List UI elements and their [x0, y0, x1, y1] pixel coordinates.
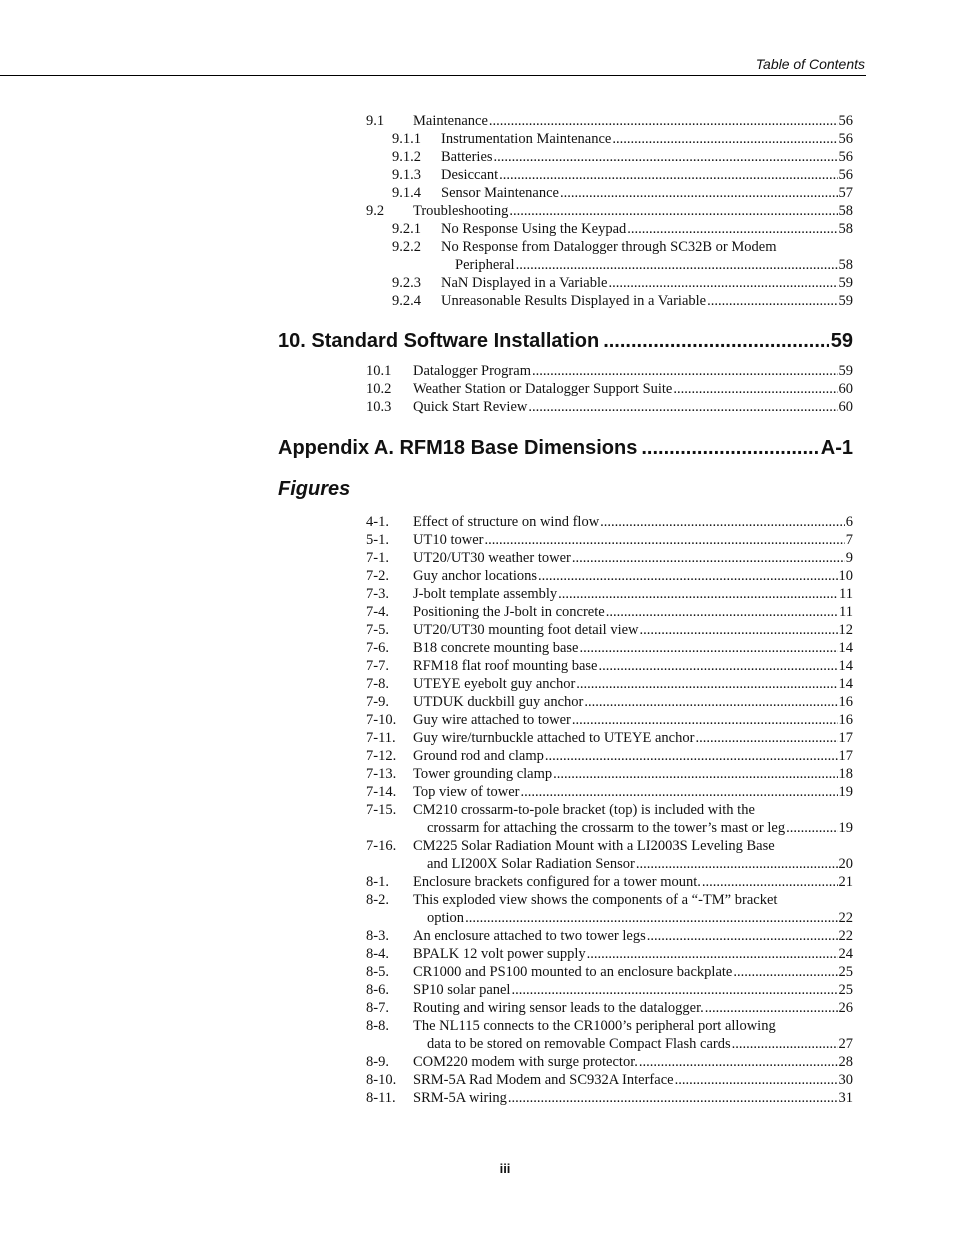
- entry-number: 9.1.2: [392, 149, 421, 165]
- figure-entry: [366, 531, 853, 549]
- entry-text: [427, 819, 853, 837]
- entry-number: 7-11.: [366, 730, 396, 746]
- dot-leader: [499, 166, 837, 184]
- entry-title: Guy wire/turnbuckle attached to UTEYE anchor: [413, 730, 695, 746]
- toc-entry: [366, 292, 853, 310]
- entry-title-continued: and LI200X Solar Radiation Sensor: [427, 856, 635, 872]
- entry-number: 9.2.1: [392, 221, 421, 237]
- entry-number: 9.1: [366, 113, 385, 129]
- figure-entry: [366, 765, 853, 783]
- entry-page: 12: [838, 622, 853, 638]
- dot-leader: [598, 657, 837, 675]
- entry-title: Positioning the J-bolt in concrete: [413, 604, 605, 620]
- entry-number: 8-8.: [366, 1018, 389, 1034]
- dot-leader: [587, 945, 838, 963]
- entry-number: 8-5.: [366, 964, 389, 980]
- dot-leader: [627, 220, 837, 238]
- entry-text: [413, 621, 853, 639]
- entry-title: CM225 Solar Radiation Mount with a LI2003S Leveling Base: [413, 838, 775, 854]
- chapter-heading-10: [278, 328, 853, 354]
- dot-leader: [484, 531, 844, 549]
- entry-number: 4-1.: [366, 514, 389, 530]
- entry-text: [413, 729, 853, 747]
- dot-leader: [465, 909, 837, 927]
- entry-title: NaN Displayed in a Variable: [441, 275, 608, 291]
- entry-page: 59: [838, 363, 853, 379]
- figure-entry: [366, 693, 853, 711]
- figure-entry: [366, 513, 853, 531]
- dot-leader: [612, 130, 837, 148]
- entry-page: 31: [838, 1090, 853, 1106]
- dot-leader: [673, 380, 837, 398]
- entry-number: 8-3.: [366, 928, 389, 944]
- toc-entry: [366, 398, 853, 416]
- entry-text: [413, 567, 853, 585]
- entry-title: COM220 modem with surge protector.: [413, 1054, 638, 1070]
- figure-entry: [366, 675, 853, 693]
- dot-leader: [695, 729, 837, 747]
- entry-page: 60: [838, 399, 853, 415]
- entry-title: Top view of tower: [413, 784, 520, 800]
- entry-number: 7-7.: [366, 658, 389, 674]
- figure-entry: [366, 657, 853, 675]
- entry-text: [413, 549, 853, 567]
- entry-text: [455, 256, 853, 274]
- toc-entry: [366, 380, 853, 398]
- figure-entry: [366, 981, 853, 999]
- dot-leader: [560, 184, 838, 202]
- entry-page: 14: [838, 676, 853, 692]
- entry-title-continued: data to be stored on removable Compact Flash cards: [427, 1036, 731, 1052]
- entry-page: 25: [838, 982, 853, 998]
- entry-text: [413, 657, 853, 675]
- entry-title: CM210 crossarm-to-pole bracket (top) is included with the: [413, 802, 755, 818]
- entry-page: 10: [838, 568, 853, 584]
- dot-leader: [494, 148, 838, 166]
- entry-number: 5-1.: [366, 532, 389, 548]
- figure-entry: [366, 639, 853, 657]
- dot-leader: [733, 963, 837, 981]
- entry-text: [413, 202, 853, 220]
- dot-leader: [732, 1035, 838, 1053]
- entry-number: 10.3: [366, 399, 392, 415]
- entry-number: 7-15.: [366, 802, 397, 818]
- dot-leader: [702, 873, 838, 891]
- entry-title: Maintenance: [413, 113, 488, 129]
- entry-text: [441, 148, 853, 166]
- dot-leader: [639, 1053, 838, 1071]
- entry-number: 7-12.: [366, 748, 397, 764]
- entry-title: UTEYE eyebolt guy anchor: [413, 676, 576, 692]
- entry-text: [413, 585, 853, 603]
- entry-text: [413, 380, 853, 398]
- entry-title: SRM-5A Rad Modem and SC932A Interface: [413, 1072, 674, 1088]
- figure-entry: [366, 567, 853, 585]
- entry-title: RFM18 flat roof mounting base: [413, 658, 598, 674]
- entry-number: 10.1: [366, 363, 392, 379]
- figure-entry-continued: [366, 819, 853, 837]
- dot-leader: [538, 567, 837, 585]
- entry-number: 8-2.: [366, 892, 389, 908]
- entry-page: 17: [838, 748, 853, 764]
- chapter-title: 10. Standard Software Installation: [278, 330, 600, 352]
- entry-page: 18: [838, 766, 853, 782]
- entry-title: Instrumentation Maintenance: [441, 131, 612, 147]
- dot-leader: [545, 747, 838, 765]
- entry-page: 27: [838, 1036, 853, 1052]
- entry-number: 8-7.: [366, 1000, 389, 1016]
- figure-entry: [366, 1053, 853, 1071]
- entry-text: [441, 184, 853, 202]
- dot-leader: [509, 202, 837, 220]
- entry-page: 19: [838, 784, 853, 800]
- entry-title: Tower grounding clamp: [413, 766, 553, 782]
- figure-entry: [366, 603, 853, 621]
- entry-text: [413, 675, 853, 693]
- entry-text: [413, 639, 853, 657]
- figures-heading: Figures: [278, 478, 351, 500]
- entry-number: 9.1.4: [392, 185, 421, 201]
- entry-number: 8-6.: [366, 982, 389, 998]
- entry-page: 19: [838, 820, 853, 836]
- entry-title-continued: Peripheral: [455, 257, 515, 273]
- entry-page: 60: [838, 381, 853, 397]
- figure-entry: [366, 549, 853, 567]
- dot-leader: [636, 855, 838, 873]
- entry-title: This exploded view shows the components of a “-TM” bracket: [413, 892, 778, 908]
- entry-page: 6: [845, 514, 853, 530]
- figure-entry: [366, 999, 853, 1017]
- entry-number: 7-3.: [366, 586, 389, 602]
- entry-text: [413, 112, 853, 130]
- entry-number: 7-5.: [366, 622, 389, 638]
- entry-number: 8-9.: [366, 1054, 389, 1070]
- entry-page: 24: [838, 946, 853, 962]
- entry-text: [413, 1089, 853, 1107]
- entry-title: Unreasonable Results Displayed in a Variable: [441, 293, 707, 309]
- entry-title: Weather Station or Datalogger Support Suite: [413, 381, 673, 397]
- entry-title: No Response Using the Keypad: [441, 221, 627, 237]
- entry-number: 9.1.1: [392, 131, 421, 147]
- entry-number: 9.2.3: [392, 275, 421, 291]
- entry-title: The NL115 connects to the CR1000’s peripheral port allowing: [413, 1018, 776, 1034]
- entry-text: [441, 166, 853, 184]
- running-head-title: Table of Contents: [755, 56, 865, 72]
- toc-entry: [366, 148, 853, 166]
- entry-text: [413, 711, 853, 729]
- entry-text: [413, 398, 853, 416]
- dot-leader: [580, 639, 838, 657]
- entry-text: [413, 603, 853, 621]
- entry-page: 14: [838, 658, 853, 674]
- entry-page: 56: [838, 131, 853, 147]
- entry-text: [413, 945, 853, 963]
- figure-entry: [366, 873, 853, 891]
- entry-title: CR1000 and PS100 mounted to an enclosure backplate: [413, 964, 733, 980]
- entry-page: 16: [838, 694, 853, 710]
- chapter-page: 59: [830, 330, 853, 352]
- entry-title: UT10 tower: [413, 532, 484, 548]
- toc-entry: [366, 112, 853, 130]
- dot-leader: [572, 549, 845, 567]
- toc-entry: [366, 220, 853, 238]
- entry-text: [427, 909, 853, 927]
- entry-number: 7-10.: [366, 712, 397, 728]
- figure-entry: [366, 783, 853, 801]
- entry-title: UT20/UT30 mounting foot detail view: [413, 622, 639, 638]
- figure-entry-continued: [366, 1035, 853, 1053]
- entry-page: 59: [838, 293, 853, 309]
- entry-title-continued: option: [427, 910, 465, 926]
- entry-text: [413, 927, 853, 945]
- figure-entry: [366, 747, 853, 765]
- entry-number: 9.1.3: [392, 167, 421, 183]
- entry-text: [413, 963, 853, 981]
- entry-title: Routing and wiring sensor leads to the datalogger.: [413, 1000, 704, 1016]
- entry-text: [427, 855, 853, 873]
- entry-page: 58: [838, 221, 853, 237]
- figure-entry: [366, 945, 853, 963]
- toc-entry: [366, 130, 853, 148]
- dot-leader: [532, 362, 838, 380]
- dot-leader: [521, 783, 838, 801]
- dot-leader: [553, 765, 837, 783]
- appendix-heading-a: [278, 435, 853, 461]
- entry-page: 26: [838, 1000, 853, 1016]
- entry-text: [413, 362, 853, 380]
- entry-page: 58: [838, 257, 853, 273]
- dot-leader: [705, 999, 838, 1017]
- dot-leader: [640, 621, 838, 639]
- chapter-page: A-1: [820, 437, 853, 459]
- toc-entry: [366, 362, 853, 380]
- figure-entry: [366, 729, 853, 747]
- entry-page: 56: [838, 113, 853, 129]
- entry-title: SRM-5A wiring: [413, 1090, 507, 1106]
- entry-page: 58: [838, 203, 853, 219]
- page-number: iii: [499, 1161, 511, 1176]
- entry-number: 9.2.2: [392, 239, 421, 255]
- entry-page: 20: [838, 856, 853, 872]
- entry-number: 7-13.: [366, 766, 397, 782]
- entry-title: Guy anchor locations: [413, 568, 538, 584]
- entry-number: 7-16.: [366, 838, 397, 854]
- toc-entry-continued: [366, 256, 853, 274]
- entry-page: 11: [839, 604, 853, 620]
- dot-leader: [511, 981, 837, 999]
- entry-text: [441, 292, 853, 310]
- entry-title-continued: crossarm for attaching the crossarm to the tower’s mast or leg: [427, 820, 786, 836]
- toc-entry: [366, 274, 853, 292]
- entry-page: 16: [838, 712, 853, 728]
- entry-page: 59: [838, 275, 853, 291]
- figure-entry: [366, 963, 853, 981]
- dot-leader: [675, 1071, 838, 1089]
- entry-title: J-bolt template assembly: [413, 586, 558, 602]
- figure-entry-continued: [366, 909, 853, 927]
- dot-leader: [558, 585, 838, 603]
- entry-number: 9.2.4: [392, 293, 421, 309]
- entry-title: Troubleshooting: [413, 203, 509, 219]
- entry-page: 22: [838, 910, 853, 926]
- entry-title: Effect of structure on wind flow: [413, 514, 600, 530]
- entry-number: 7-1.: [366, 550, 389, 566]
- entry-page: 9: [845, 550, 853, 566]
- entry-text: [441, 274, 853, 292]
- dot-leader: [508, 1089, 838, 1107]
- entry-text: [413, 783, 853, 801]
- figure-entry: [366, 585, 853, 603]
- dot-leader: [641, 435, 818, 461]
- chapter-title: Appendix A. RFM18 Base Dimensions: [278, 437, 638, 459]
- entry-title: BPALK 12 volt power supply: [413, 946, 586, 962]
- entry-text: [413, 981, 853, 999]
- entry-page: 56: [838, 149, 853, 165]
- entry-title: Ground rod and clamp: [413, 748, 544, 764]
- figure-entry: [366, 621, 853, 639]
- entry-text: [427, 1035, 853, 1053]
- entry-page: 14: [838, 640, 853, 656]
- figure-entry: [366, 711, 853, 729]
- toc-entry: [366, 184, 853, 202]
- entry-text: [413, 873, 853, 891]
- dot-leader: [603, 328, 829, 354]
- entry-number: 8-4.: [366, 946, 389, 962]
- entry-text: [441, 130, 853, 148]
- figure-entry: [366, 1089, 853, 1107]
- entry-text: [413, 765, 853, 783]
- entry-number: 7-6.: [366, 640, 389, 656]
- dot-leader: [600, 513, 845, 531]
- entry-title: Enclosure brackets configured for a tower mount.: [413, 874, 701, 890]
- dot-leader: [707, 292, 837, 310]
- dot-leader: [516, 256, 838, 274]
- entry-page: 30: [838, 1072, 853, 1088]
- entry-number: 8-1.: [366, 874, 389, 890]
- entry-page: 57: [838, 185, 853, 201]
- entry-number: 7-14.: [366, 784, 397, 800]
- entry-number: 8-10.: [366, 1072, 397, 1088]
- entry-title: Guy wire attached to tower: [413, 712, 571, 728]
- entry-page: 28: [838, 1054, 853, 1070]
- header-rule: [0, 75, 866, 76]
- entry-page: 56: [838, 167, 853, 183]
- toc-entry: [366, 202, 853, 220]
- toc-entry: [366, 166, 853, 184]
- figure-entry-continued: [366, 855, 853, 873]
- entry-title: B18 concrete mounting base: [413, 640, 579, 656]
- dot-leader: [489, 112, 838, 130]
- entry-title: No Response from Datalogger through SC32B or Modem: [441, 239, 777, 255]
- entry-title: Batteries: [441, 149, 493, 165]
- figure-entry: [366, 927, 853, 945]
- entry-page: 25: [838, 964, 853, 980]
- entry-page: 7: [845, 532, 853, 548]
- entry-number: 9.2: [366, 203, 385, 219]
- dot-leader: [572, 711, 838, 729]
- entry-text: [413, 693, 853, 711]
- figure-entry: [366, 1071, 853, 1089]
- dot-leader: [528, 398, 837, 416]
- dot-leader: [647, 927, 838, 945]
- entry-title: UTDUK duckbill guy anchor: [413, 694, 584, 710]
- dot-leader: [606, 603, 838, 621]
- entry-text: [413, 531, 853, 549]
- entry-text: [413, 999, 853, 1017]
- entry-number: 7-9.: [366, 694, 389, 710]
- entry-title: Sensor Maintenance: [441, 185, 559, 201]
- entry-title: Quick Start Review: [413, 399, 528, 415]
- entry-page: 21: [838, 874, 853, 890]
- entry-title: An enclosure attached to two tower legs: [413, 928, 646, 944]
- entry-page: 17: [838, 730, 853, 746]
- dot-leader: [584, 693, 837, 711]
- entry-title: SP10 solar panel: [413, 982, 511, 998]
- entry-number: 7-4.: [366, 604, 389, 620]
- entry-number: 7-2.: [366, 568, 389, 584]
- entry-title: Desiccant: [441, 167, 499, 183]
- entry-text: [413, 513, 853, 531]
- dot-leader: [608, 274, 837, 292]
- dot-leader: [786, 819, 837, 837]
- entry-title: Datalogger Program: [413, 363, 531, 379]
- entry-text: [413, 747, 853, 765]
- entry-number: 7-8.: [366, 676, 389, 692]
- entry-page: 11: [839, 586, 853, 602]
- entry-number: 10.2: [366, 381, 392, 397]
- entry-title: UT20/UT30 weather tower: [413, 550, 571, 566]
- dot-leader: [576, 675, 837, 693]
- entry-text: [413, 1053, 853, 1071]
- entry-text: [441, 220, 853, 238]
- entry-text: [413, 1071, 853, 1089]
- entry-number: 8-11.: [366, 1090, 396, 1106]
- entry-page: 22: [838, 928, 853, 944]
